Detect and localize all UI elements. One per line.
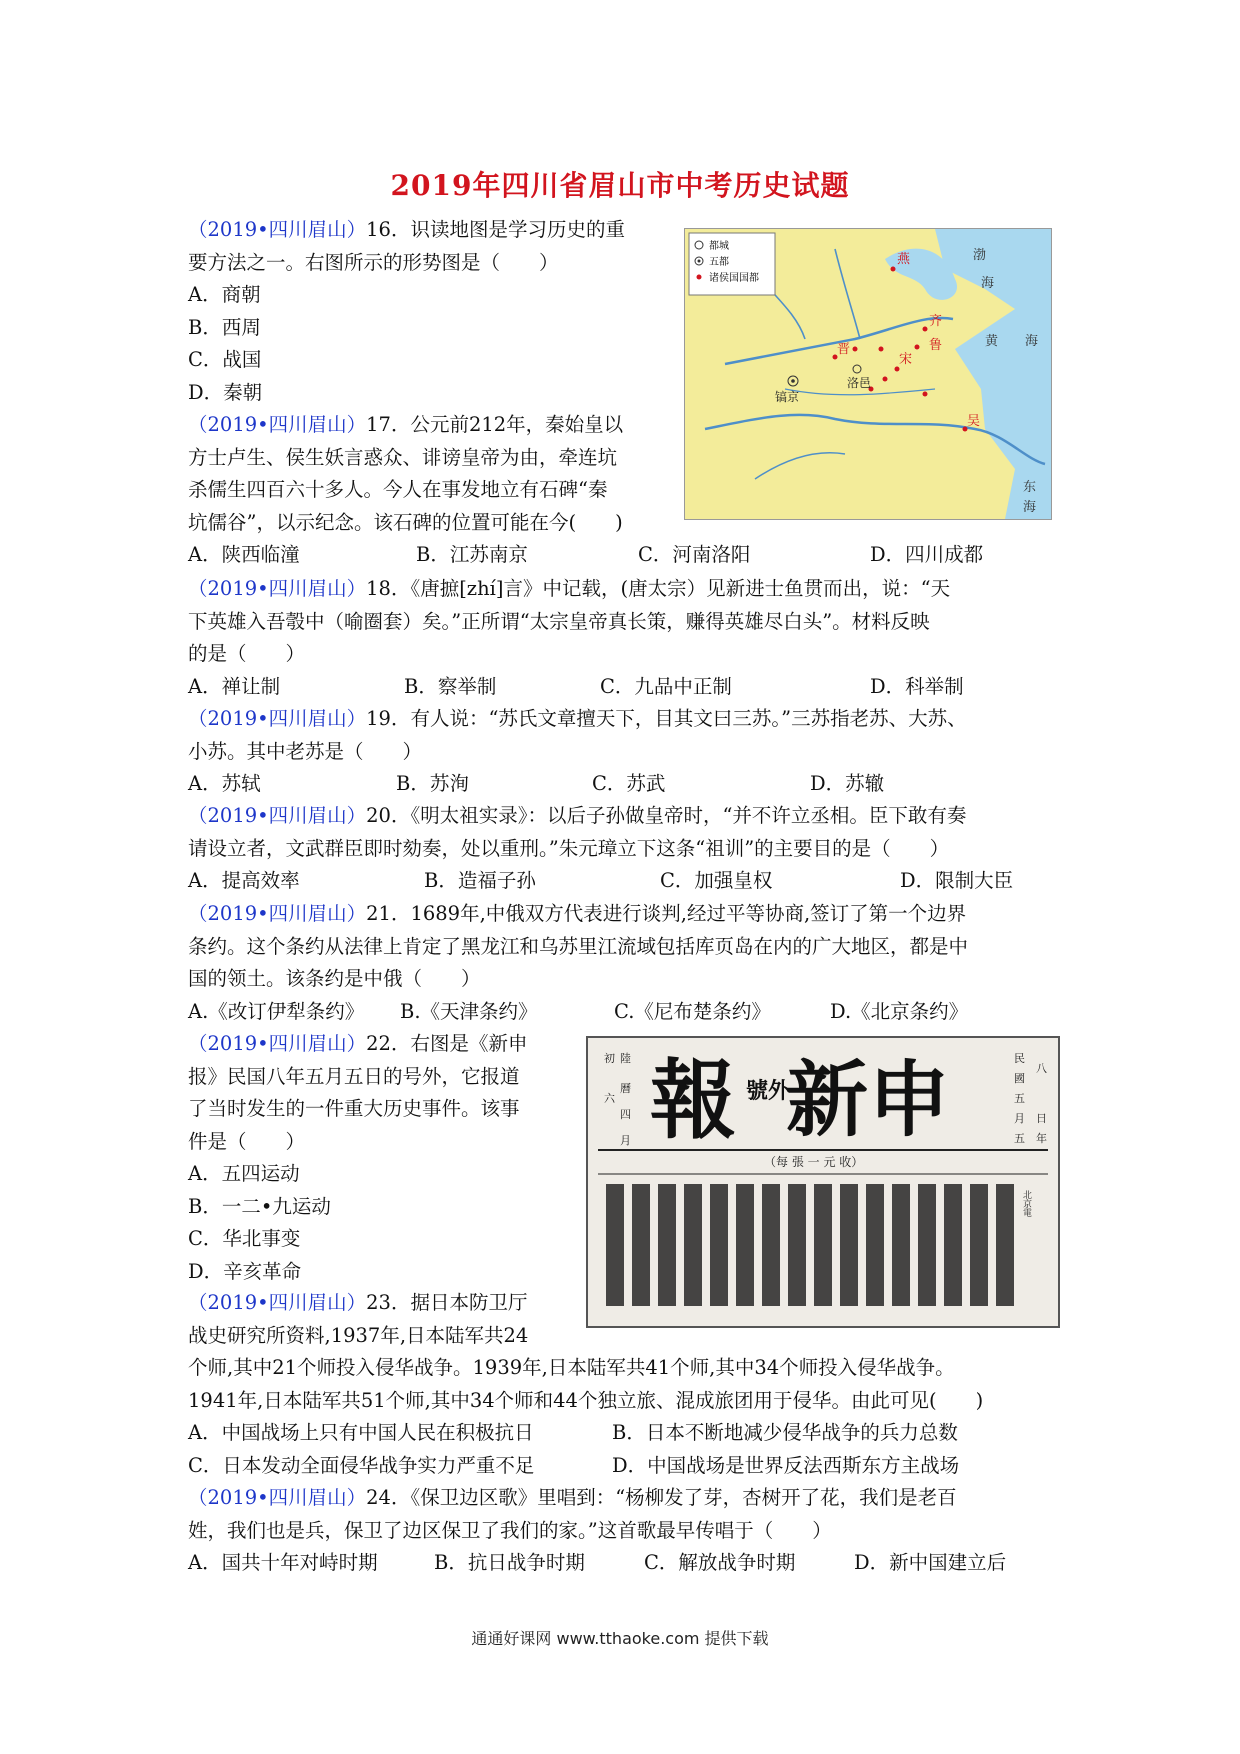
masthead-haowai: 號外: [746, 1078, 791, 1104]
question-stem: 16．识读地图是学习历史的重: [366, 218, 625, 241]
price-line: （每 張 一 元 收）: [764, 1155, 864, 1169]
question-17: [188, 409, 1056, 572]
option-b[interactable]: B．一二•九运动: [188, 1194, 331, 1218]
question-stem: 要方法之一。右图所示的形势图是（ ）: [188, 250, 559, 274]
map-label-jin: 晋: [837, 342, 851, 357]
question-stem: 坑儒谷”，以示纪念。该石碑的位置可能在今( ): [188, 510, 623, 534]
option-c[interactable]: C．九品中正制: [600, 674, 732, 698]
question-21: [188, 898, 1056, 1028]
question-source: （2019•四川眉山）: [188, 577, 367, 600]
question-stem: 了当时发生的一件重大历史事件。该事: [188, 1097, 520, 1120]
option-c[interactable]: C．苏武: [592, 772, 666, 795]
masthead-title: 新申: [786, 1052, 951, 1148]
date-right: 國: [1014, 1072, 1025, 1085]
option-a[interactable]: A．禅让制: [188, 674, 281, 698]
masthead-bao: 報: [650, 1050, 736, 1151]
question-source: （2019•四川眉山）: [188, 1032, 367, 1055]
option-b[interactable]: B．日本不断地减少侵华战争的兵力总数: [612, 1421, 958, 1444]
date-right: 月: [1014, 1112, 1025, 1125]
date-right: 五: [1014, 1092, 1025, 1105]
option-d[interactable]: D．科举制: [870, 674, 964, 698]
option-d[interactable]: D．秦朝: [188, 380, 263, 404]
page-title: 2019年四川省眉山市中考历史试题: [390, 169, 850, 202]
option-d[interactable]: D.《北京条约》: [830, 999, 969, 1023]
question-stem: 下英雄入吾彀中（喻圈套）矣。”正所谓“太宗皇帝真长策，赚得英雄尽白头”。材料反映: [188, 609, 930, 633]
option-c[interactable]: C．解放战争时期: [644, 1551, 796, 1574]
question-stem: 请设立者，文武群臣即时劾奏，处以重刑。”朱元璋立下这条“祖训”的主要目的是（ ）: [188, 836, 950, 860]
option-d[interactable]: D．中国战场是世界反法西斯东方主战场: [612, 1453, 960, 1477]
option-a[interactable]: A．提高效率: [188, 869, 300, 892]
option-b[interactable]: B．苏洵: [396, 772, 469, 795]
map-label-huang: 黄: [985, 334, 999, 349]
option-c[interactable]: C．日本发动全面侵华战争实力严重不足: [188, 1453, 535, 1477]
question-stem: 小苏。其中老苏是（ ）: [188, 739, 423, 763]
map-label-hai: 海: [981, 276, 995, 291]
option-c[interactable]: C．战国: [188, 348, 262, 371]
map-label-bo: 渤: [973, 248, 987, 263]
question-stem: 杀儒生四百六十多人。今人在事发地立有石碑“秦: [188, 478, 608, 501]
option-a[interactable]: A．陕西临潼: [188, 543, 300, 566]
legend-item: 诸侯国国都: [709, 273, 759, 284]
option-a[interactable]: A．国共十年对峙时期: [188, 1551, 378, 1574]
question-stem: 方士卢生、侯生妖言惑众、诽谤皇帝为由，牵连坑: [188, 445, 618, 469]
source-tag: 北京電: [1021, 1190, 1031, 1217]
option-b[interactable]: B．西周: [188, 315, 261, 339]
map-label-luoyi: 洛邑: [847, 376, 872, 390]
map-label-yan: 燕: [897, 252, 911, 267]
date-left: 初: [604, 1052, 615, 1065]
question-stem: 件是（ ）: [188, 1129, 306, 1153]
question-stem: 22．右图是《新申: [366, 1032, 528, 1055]
question-20: [188, 800, 1056, 898]
option-c[interactable]: C．加强皇权: [660, 869, 773, 892]
option-d[interactable]: D．四川成都: [870, 543, 984, 566]
date-right: 年: [1036, 1132, 1047, 1145]
question-stem: 18．《唐摭[zhí]言》中记载，(唐太宗）见新进士鱼贯而出，说：“天: [366, 577, 951, 600]
option-d[interactable]: D．限制大臣: [900, 869, 1014, 892]
question-source: （2019•四川眉山）: [188, 902, 367, 925]
map-label-wu: 吴: [967, 414, 981, 429]
legend-item: 五都: [709, 257, 729, 268]
question-source: （2019•四川眉山）: [188, 707, 367, 730]
question-stem: 报》民国八年五月五日的号外，它报道: [188, 1064, 520, 1088]
question-stem: 的是（ ）: [188, 642, 306, 665]
date-right: 五: [1014, 1132, 1025, 1145]
question-23: [188, 1287, 1056, 1482]
question-stem: 战史研究所资料,1937年,日本陆军共24: [188, 1323, 529, 1347]
date-right: 民: [1014, 1052, 1025, 1065]
map-label-hai: 海: [1023, 500, 1037, 515]
question-source: （2019•四川眉山）: [188, 804, 367, 827]
option-a[interactable]: A.《改订伊犁条约》: [188, 999, 365, 1023]
option-a[interactable]: A．五四运动: [188, 1162, 300, 1185]
question-stem: 国的领土。该条约是中俄（ ）: [188, 967, 481, 990]
question-22: [188, 1028, 588, 1288]
question-source: （2019•四川眉山）: [188, 1291, 367, 1314]
map-label-song: 宋: [899, 352, 913, 367]
map-label-qi: 齐: [929, 314, 943, 329]
date-left: 陸: [620, 1052, 631, 1065]
question-24: [188, 1482, 1056, 1580]
question-stem: 17．公元前212年，秦始皇以: [366, 413, 624, 436]
legend-item: 都城: [709, 241, 729, 252]
question-18: [188, 573, 1056, 703]
question-19: [188, 703, 1056, 801]
question-stem: 23．据日本防卫厅: [366, 1291, 528, 1314]
question-16: [188, 214, 648, 409]
date-left: 曆: [620, 1082, 631, 1095]
option-a[interactable]: A．中国战场上只有中国人民在积极抗日: [188, 1421, 534, 1444]
map-label-hai: 海: [1025, 334, 1039, 349]
question-stem: 1941年,日本陆军共51个师,其中34个师和44个独立旅、混成旅团用于侵华。由此可见( ): [188, 1388, 984, 1412]
option-b[interactable]: B．江苏南京: [416, 543, 528, 566]
option-a[interactable]: A．商朝: [188, 283, 261, 306]
option-d[interactable]: D．苏辙: [810, 772, 885, 795]
footer-text: 通通好课网 www.tthaoke.com 提供下载: [471, 1629, 769, 1648]
map-label-lu: 鲁: [929, 338, 943, 353]
question-stem: 20．《明太祖实录》：以后子孙做皇帝时，“并不许立丞相。臣下敢有奏: [366, 804, 967, 827]
question-stem: 24．《保卫边区歌》里唱到：“杨柳发了芽，杏树开了花，我们是老百: [366, 1486, 957, 1509]
date-left: 四: [620, 1108, 631, 1121]
question-stem: 条约。这个条约从法律上肯定了黑龙江和乌苏里江流域包括库页岛在内的广大地区，都是中: [188, 934, 969, 958]
date-left: 月: [620, 1134, 631, 1147]
question-source: （2019•四川眉山）: [188, 218, 367, 241]
newspaper-svg: [588, 1038, 1058, 1326]
map-label-haojing: 镐京: [775, 390, 800, 404]
option-b[interactable]: B．造福子孙: [424, 869, 536, 892]
date-left: 六: [604, 1092, 615, 1105]
option-d[interactable]: D．新中国建立后: [854, 1551, 1007, 1574]
question-stem: 姓，我们也是兵，保卫了边区保卫了我们的家。”这首歌最早传唱于（ ）: [188, 1518, 832, 1542]
question-stem: 个师,其中21个师投入侵华战争。1939年,日本陆军共41个师,其中34个师投入侵华战争。: [188, 1356, 955, 1379]
map-label-dong: 东: [1023, 480, 1037, 495]
question-source: （2019•四川眉山）: [188, 1486, 367, 1509]
option-b[interactable]: B．察举制: [404, 674, 497, 698]
option-c[interactable]: C.《尼布楚条约》: [614, 999, 771, 1023]
question-stem: 21．1689年,中俄双方代表进行谈判,经过平等协商,签订了第一个边界: [366, 902, 967, 925]
question-stem: 19．有人说：“苏氏文章擅天下，目其文曰三苏。”三苏指老苏、大苏、: [366, 707, 967, 730]
question-source: （2019•四川眉山）: [188, 413, 367, 436]
option-c[interactable]: C．河南洛阳: [638, 543, 751, 566]
option-d[interactable]: D．辛亥革命: [188, 1259, 302, 1283]
option-a[interactable]: A．苏轼: [188, 772, 261, 795]
xinshenbao-extra-image: [586, 1036, 1060, 1328]
option-b[interactable]: B.《天津条约》: [400, 999, 538, 1023]
option-b[interactable]: B．抗日战争时期: [434, 1551, 585, 1574]
date-right: 八: [1036, 1062, 1047, 1075]
option-c[interactable]: C．华北事变: [188, 1227, 301, 1250]
date-right: 日: [1036, 1112, 1047, 1125]
